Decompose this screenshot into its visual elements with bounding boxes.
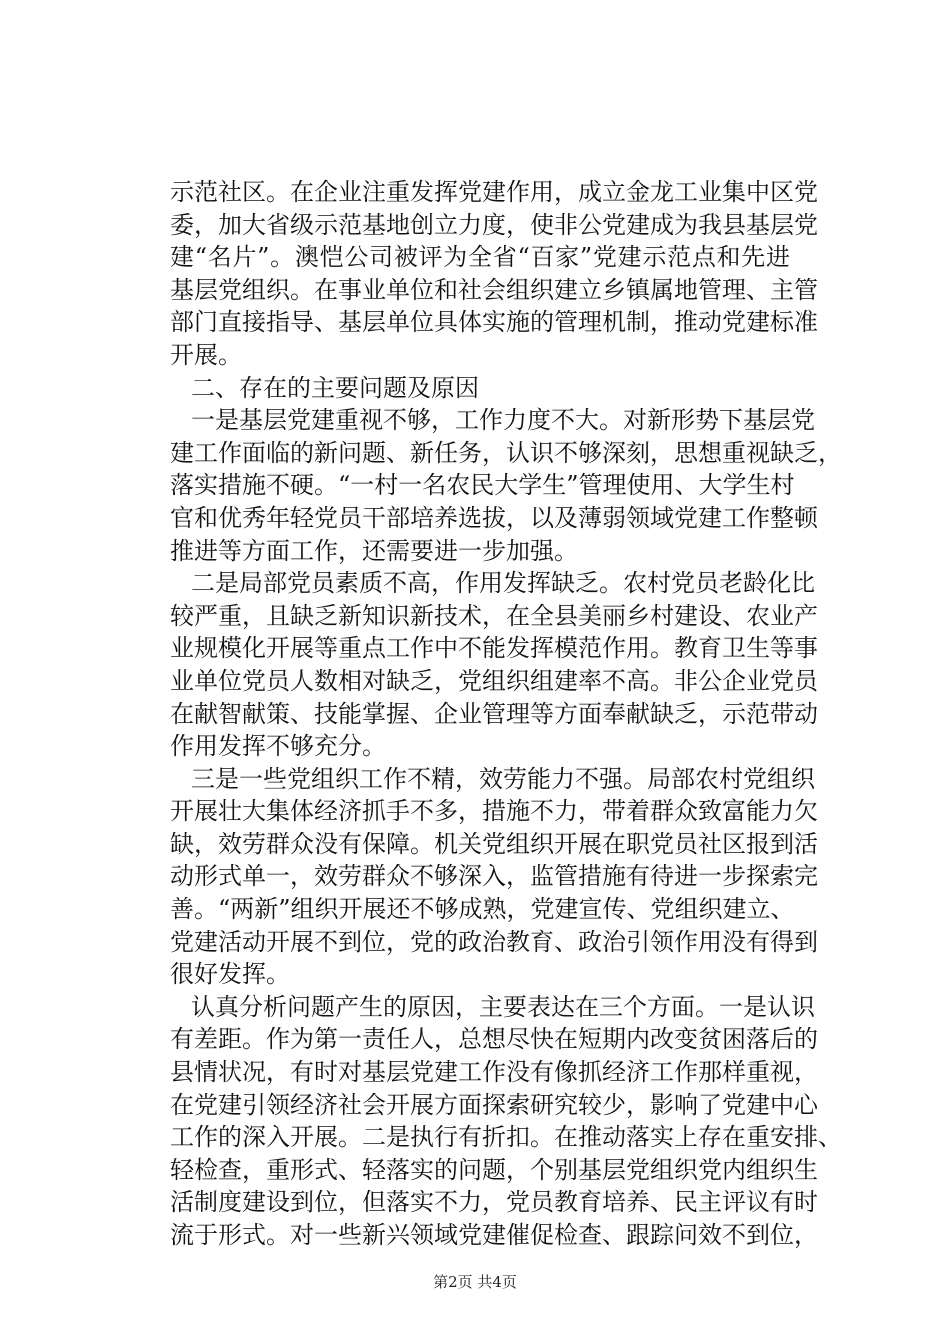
text-line: 基层党组织。在事业单位和社会组织建立乡镇属地管理、主管 xyxy=(170,275,818,304)
text-line: 党建活动开展不到位，党的政治教育、政治引领作用没有得到 xyxy=(170,927,818,956)
text-line: 开展壮大集体经济抓手不多，措施不力，带着群众致富能力欠 xyxy=(170,797,818,826)
text-line: 二是局部党员素质不高，作用发挥缺乏。农村党员老龄化比 xyxy=(191,569,815,598)
text-line: 缺，效劳群众没有保障。机关党组织开展在职党员社区报到活 xyxy=(170,829,818,858)
text-line: 一是基层党建重视不够，工作力度不大。对新形势下基层党 xyxy=(191,406,815,435)
text-line: 二、存在的主要问题及原因 xyxy=(191,373,479,402)
text-line: 业规模化开展等重点工作中不能发挥模范作用。教育卫生等事 xyxy=(170,634,818,663)
text-line: 官和优秀年轻党员干部培养选拔，以及薄弱领域党建工作整顿 xyxy=(170,503,818,532)
text-line: 流于形式。对一些新兴领域党建催促检查、跟踪问效不到位， xyxy=(170,1221,818,1249)
text-line: 三是一些党组织工作不精，效劳能力不强。局部农村党组织 xyxy=(191,764,815,793)
text-line: 落实措施不硬。“一村一名农民大学生”管理使用、大学生村 xyxy=(170,471,795,500)
text-line: 业单位党员人数相对缺乏，党组织组建率不高。非公企业党员 xyxy=(170,666,818,695)
text-line: 很好发挥。 xyxy=(170,960,290,989)
text-line: 较严重，且缺乏新知识新技术，在全县美丽乡村建设、农业产 xyxy=(170,601,818,630)
text-line: 工作的深入开展。二是执行有折扣。在推动落实上存在重安排、 xyxy=(170,1123,842,1152)
text-line: 善。“两新”组织开展还不够成熟，党建宣传、党组织建立、 xyxy=(170,895,795,924)
text-line: 在献智献策、技能掌握、企业管理等方面奉献缺乏，示范带动 xyxy=(170,699,818,728)
text-line: 推进等方面工作，还需要进一步加强。 xyxy=(170,536,578,565)
text-line: 建“名片”。澳恺公司被评为全省“百家”党建示范点和先进 xyxy=(170,243,790,272)
text-line: 作用发挥不够充分。 xyxy=(170,732,386,761)
text-line: 轻检查，重形式、轻落实的问题，个别基层党组织党内组织生 xyxy=(170,1155,818,1184)
text-line: 建工作面临的新问题、新任务，认识不够深刻，思想重视缺乏， xyxy=(170,438,842,467)
text-line: 部门直接指导、基层单位具体实施的管理机制，推动党建标准 xyxy=(170,308,818,337)
text-line: 动形式单一，效劳群众不够深入，监管措施有待进一步探索完 xyxy=(170,862,818,891)
text-line: 示范社区。在企业注重发挥党建作用，成立金龙工业集中区党 xyxy=(170,178,818,206)
text-line: 县情状况，有时对基层党建工作没有像抓经济工作那样重视， xyxy=(170,1058,818,1087)
text-line: 委，加大省级示范基地创立力度，使非公党建成为我县基层党 xyxy=(170,210,818,239)
text-line: 认真分析问题产生的原因，主要表达在三个方面。一是认识 xyxy=(191,992,815,1021)
document-body xyxy=(170,176,842,1252)
page-number-footer: 第2页 共4页 xyxy=(433,1273,517,1291)
text-line: 活制度建设到位，但落实不力，党员教育培养、民主评议有时 xyxy=(170,1188,818,1217)
text-line: 有差距。作为第一责任人，总想尽快在短期内改变贫困落后的 xyxy=(170,1025,818,1054)
text-line: 开展。 xyxy=(170,340,242,369)
text-line: 在党建引领经济社会开展方面探索研究较少，影响了党建中心 xyxy=(170,1090,818,1119)
